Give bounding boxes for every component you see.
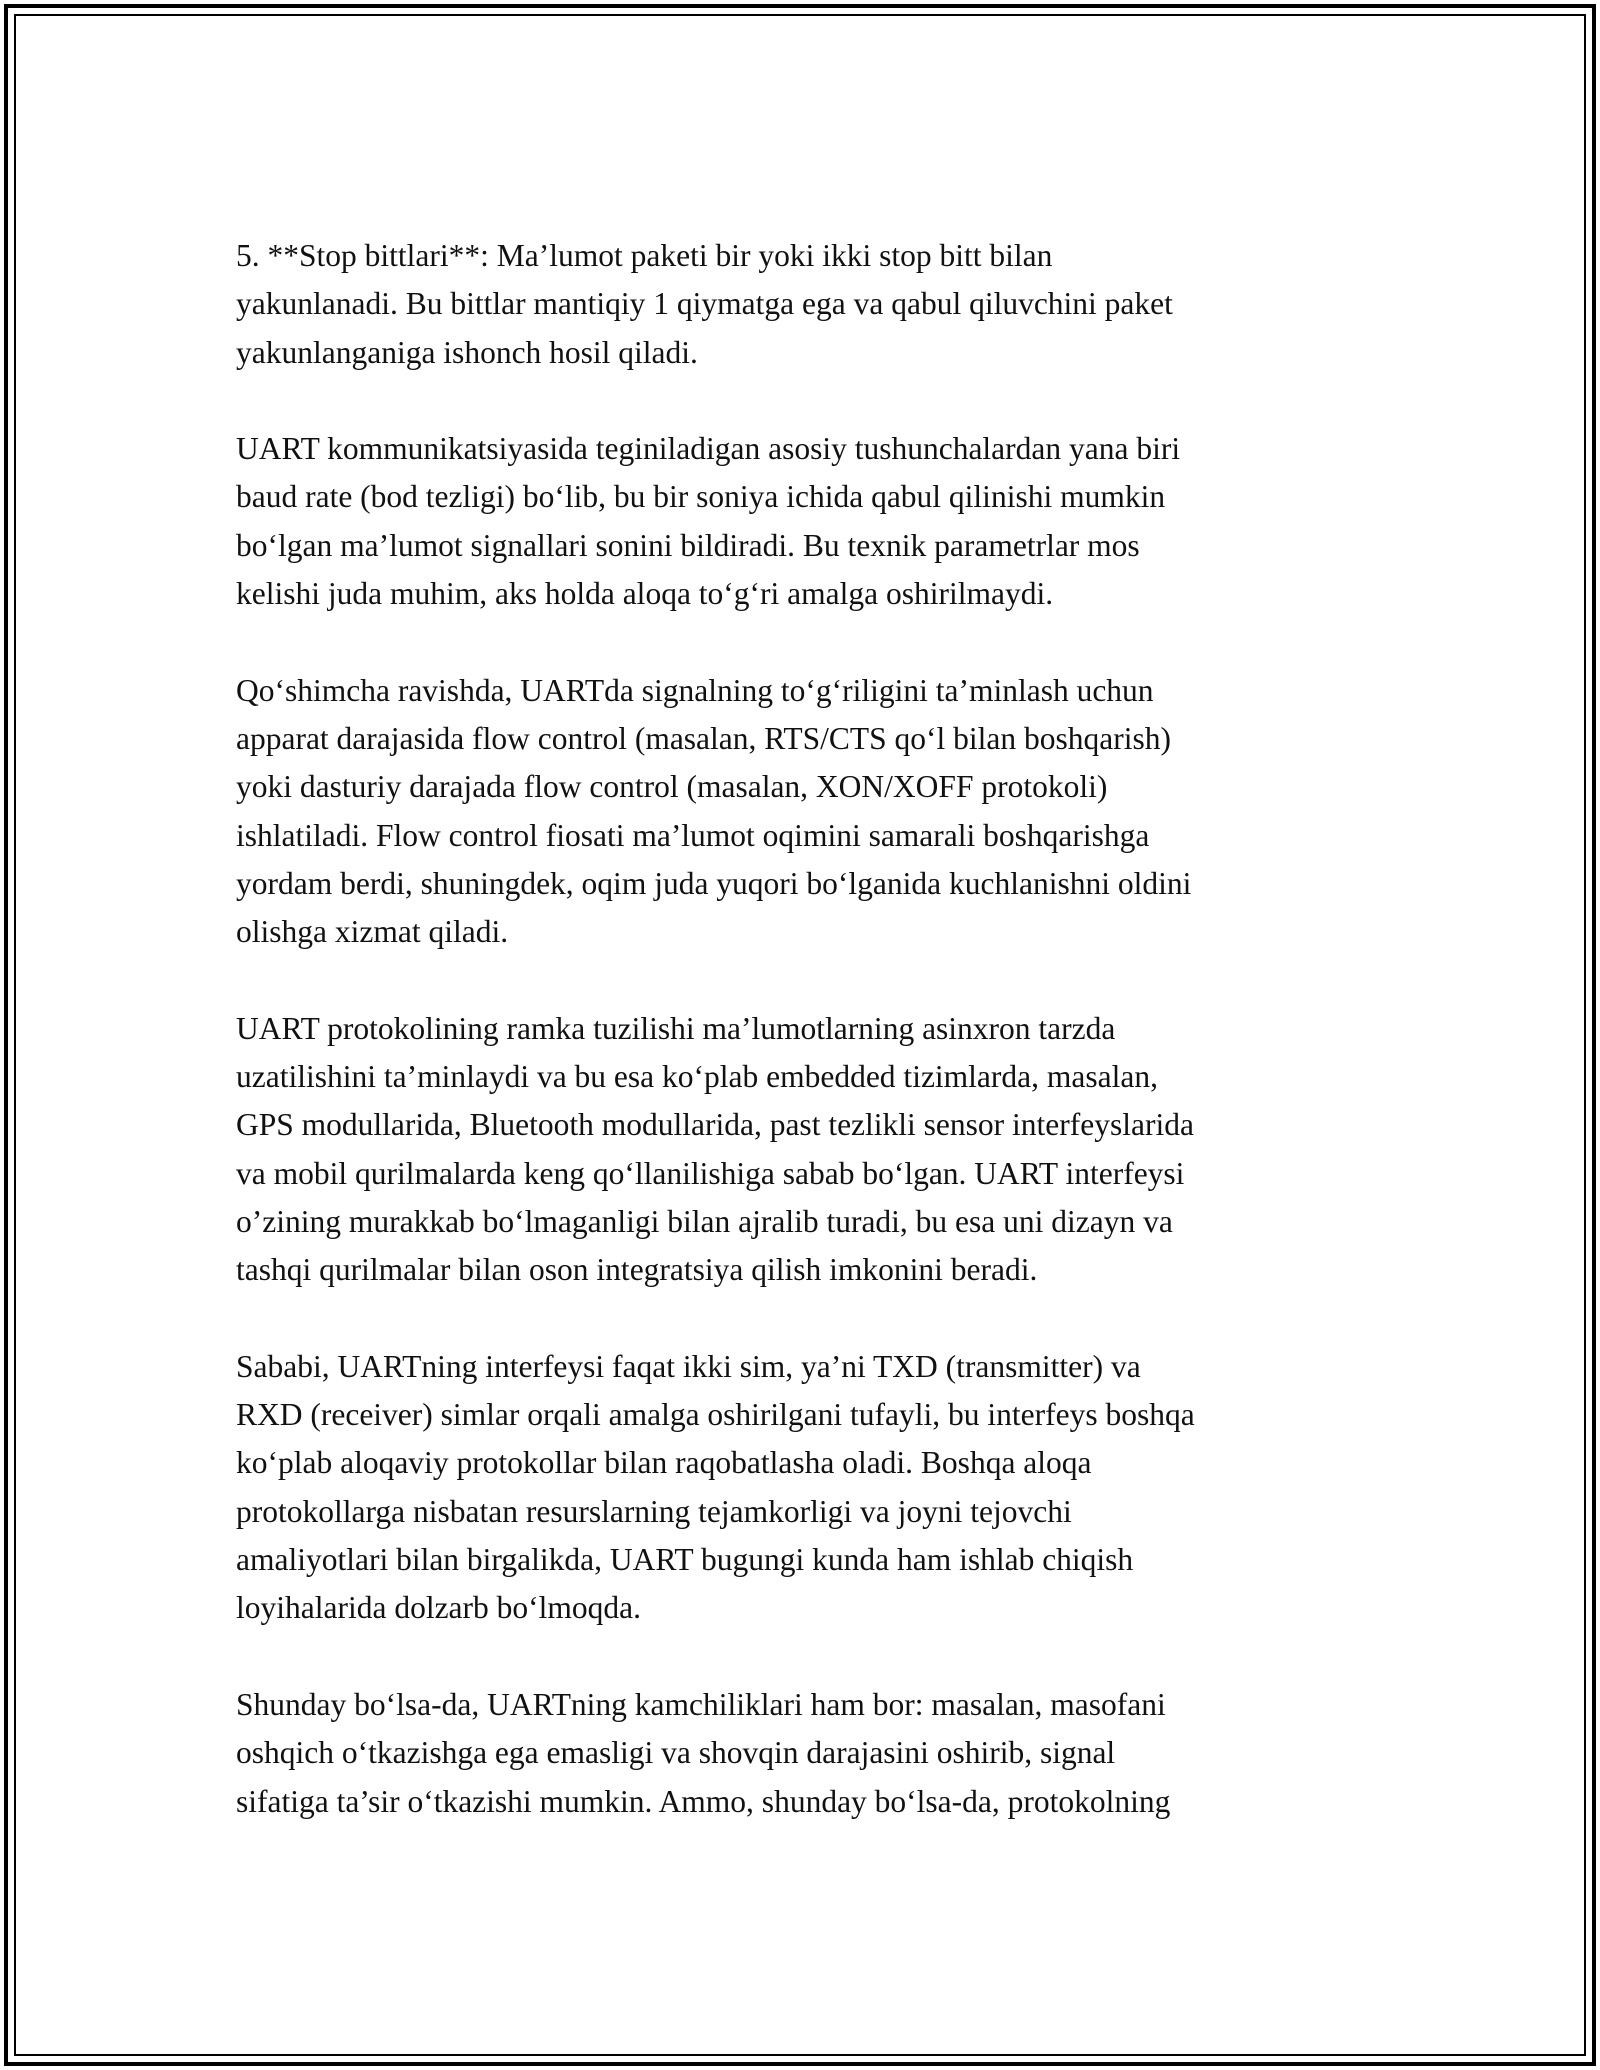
- text-line: 5. **Stop bittlari**: Ma’lumot paketi bir yoki ikki stop bitt bilan: [236, 238, 1053, 273]
- text-line: RXD (receiver) simlar orqali amalga oshirilgani tufayli, bu interfeys boshqa: [236, 1397, 1195, 1433]
- text-line: sifatiga ta’sir o‘tkazishi mumkin. Ammo, shunday bo‘lsa-da, protokolning: [236, 1783, 1171, 1819]
- text-line: oshqich o‘tkazishga ega emasligi va shovqin darajasini oshirib, signal: [236, 1735, 1116, 1771]
- text-line: yakunlanadi. Bu bittlar mantiqiy 1 qiymatga ega va qabul qiluvchini paket: [236, 286, 1173, 322]
- paragraph-two-wire-interface: [236, 1343, 1386, 1633]
- text-line: ishlatiladi. Flow control fiosati ma’lumot oqimini samarali boshqarishga: [236, 817, 1150, 853]
- paragraph-drawbacks: [236, 1681, 1386, 1826]
- text-line: apparat darajasida flow control (masalan, RTS/CTS qo‘l bilan boshqarish): [236, 720, 1172, 756]
- paragraph-stop-bits: [236, 232, 1386, 377]
- text-line: olishga xizmat qiladi.: [236, 914, 509, 950]
- text-line: loyihalarida dolzarb bo‘lmoqda.: [236, 1590, 641, 1626]
- text-line: GPS modullarida, Bluetooth modullarida, past tezlikli sensor interfeyslarida: [236, 1107, 1194, 1143]
- text-line: UART protokolining ramka tuzilishi ma’lumotlarning asinxron tarzda: [236, 1010, 1116, 1046]
- text-line: o’zining murakkab bo‘lmaganligi bilan ajralib turadi, bu esa uni dizayn va: [236, 1203, 1173, 1239]
- text-line: Shunday bo‘lsa-da, UARTning kamchiliklari ham bor: masalan, masofani: [236, 1686, 1166, 1722]
- text-line: UART kommunikatsiyasida teginiladigan asosiy tushunchalardan yana biri: [236, 431, 1181, 467]
- text-line: baud rate (bod tezligi) bo‘lib, bu bir soniya ichida qabul qilinishi mumkin: [236, 479, 1166, 515]
- text-line: tashqi qurilmalar bilan oson integratsiya qilish imkonini beradi.: [236, 1252, 1038, 1288]
- text-line: Qo‘shimcha ravishda, UARTda signalning to‘g‘riligini ta’minlash uchun: [236, 672, 1154, 708]
- paragraph-frame-structure: [236, 1005, 1386, 1295]
- text-line: va mobil qurilmalarda keng qo‘llanilishiga sabab bo‘lgan. UART interfeysi: [236, 1155, 1185, 1191]
- text-line: bo‘lgan ma’lumot signallari sonini bildiradi. Bu texnik parametrlar mos: [236, 527, 1140, 563]
- text-line: kelishi juda muhim, aks holda aloqa to‘g‘ri amalga oshirilmaydi.: [236, 576, 1054, 612]
- document-body: [236, 232, 1386, 1826]
- text-line: yordam berdi, shuningdek, oqim juda yuqori bo‘lganida kuchlanishni oldini: [236, 865, 1192, 901]
- paragraph-flow-control: [236, 667, 1386, 957]
- text-line: uzatilishini ta’minlaydi va bu esa ko‘plab embedded tizimlarda, masalan,: [236, 1059, 1158, 1095]
- paragraph-baud-rate: [236, 425, 1386, 618]
- text-line: yoki dasturiy darajada flow control (masalan, XON/XOFF protokoli): [236, 769, 1108, 805]
- text-line: amaliyotlari bilan birgalikda, UART bugungi kunda ham ishlab chiqish: [236, 1542, 1134, 1578]
- text-line: yakunlanganiga ishonch hosil qiladi.: [236, 334, 698, 370]
- text-line: ko‘plab aloqaviy protokollar bilan raqobatlasha oladi. Boshqa aloqa: [236, 1445, 1092, 1481]
- text-line: protokollarga nisbatan resurslarning tejamkorligi va joyni tejovchi: [236, 1493, 1072, 1529]
- text-line: Sababi, UARTning interfeysi faqat ikki sim, ya’ni TXD (transmitter) va: [236, 1348, 1141, 1384]
